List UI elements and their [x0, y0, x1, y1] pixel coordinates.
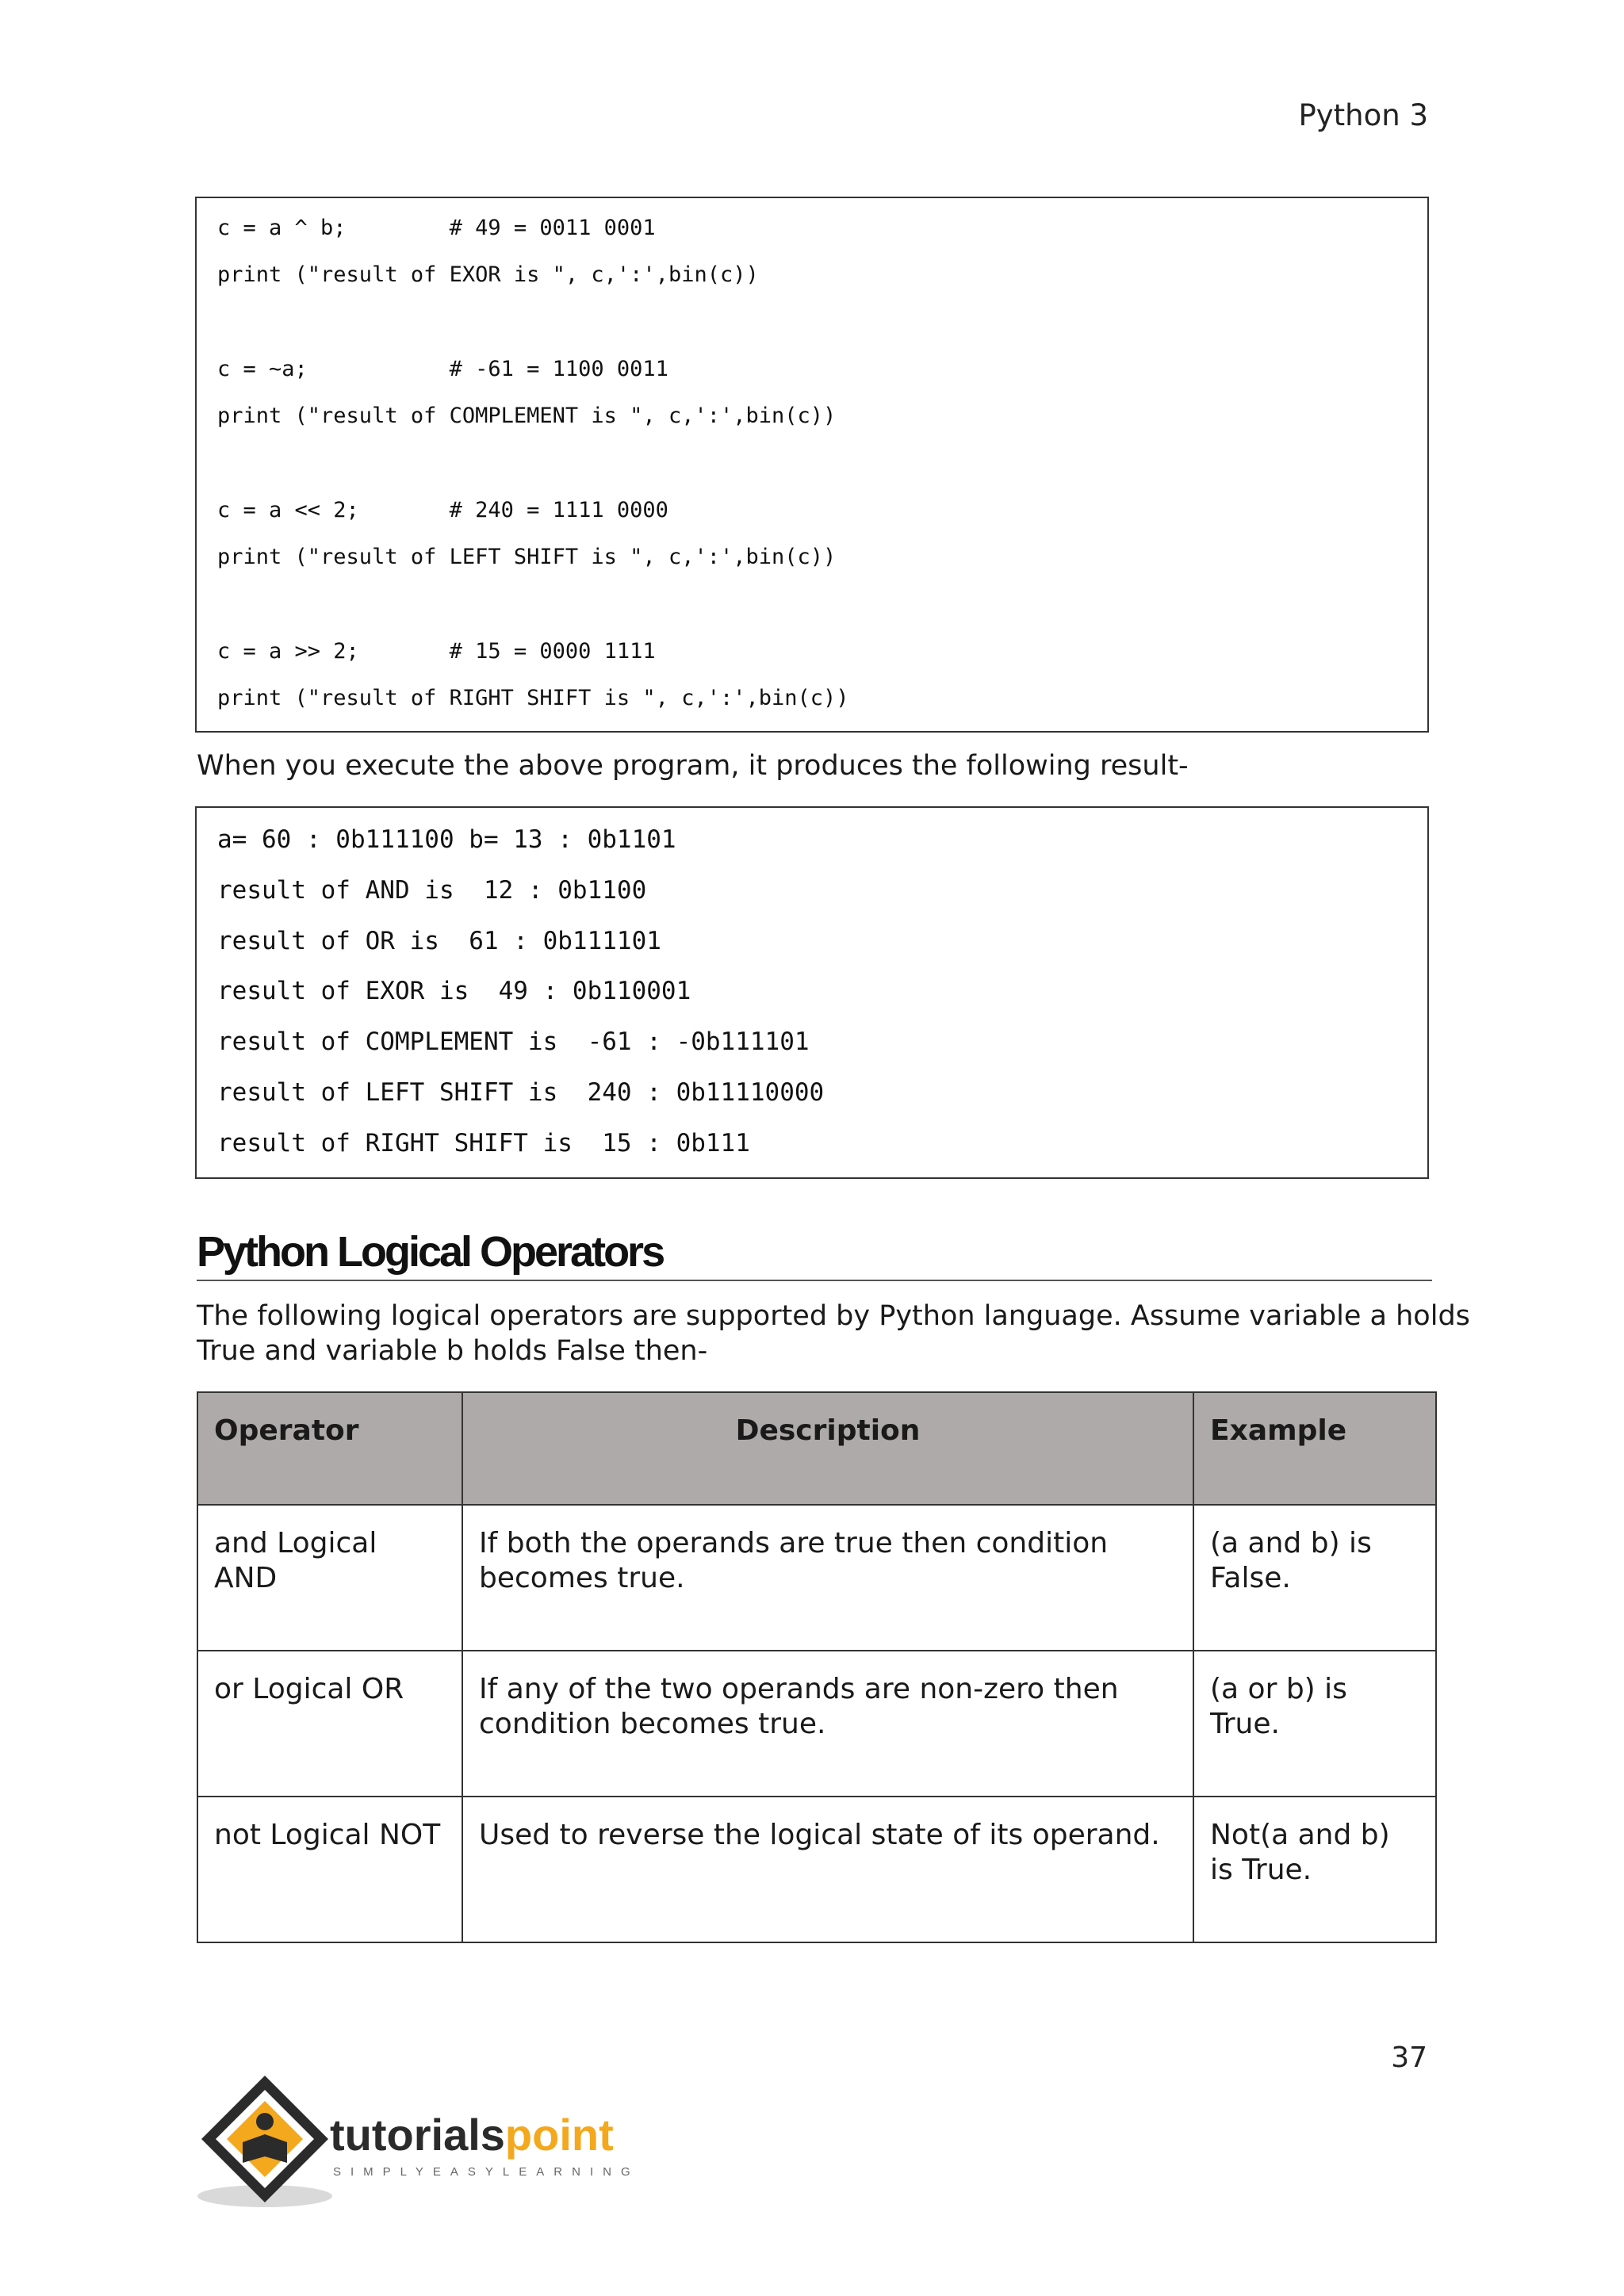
code-line: c = a << 2; # 240 = 1111 0000 [217, 497, 668, 522]
header-example: Example [1193, 1392, 1436, 1505]
table-row [197, 1505, 1436, 1651]
cell-example: (a or b) is True. [1193, 1651, 1436, 1797]
code-line: print ("result of RIGHT SHIFT is ", c,':',bin(c)) [217, 686, 849, 710]
output-line: result of LEFT SHIFT is 240 : 0b11110000 [217, 1078, 825, 1107]
table-row [197, 1651, 1436, 1797]
logical-operators-table [197, 1391, 1437, 1943]
section-intro-line-1: The following logical operators are supported by Python language. Assume variable a holds [197, 1300, 1470, 1332]
output-line: result of EXOR is 49 : 0b110001 [217, 977, 691, 1006]
page-number: 37 [1391, 2042, 1427, 2074]
result-intro-text: When you execute the above program, it produces the following result- [197, 750, 1189, 782]
section-title: Python Logical Operators [197, 1228, 664, 1276]
code-block-bitwise [195, 197, 1429, 733]
running-header: Python 3 [1298, 98, 1428, 132]
logo-tagline-text: SIMPLYEASYLEARNING [333, 2165, 640, 2179]
logo-brand-text: tutorialspoint [330, 2110, 614, 2160]
header-description: Description [462, 1392, 1193, 1505]
table-header-row [197, 1392, 1436, 1505]
output-line: result of AND is 12 : 0b1100 [217, 875, 647, 905]
code-line: print ("result of LEFT SHIFT is ", c,':',bin(c)) [217, 545, 837, 570]
cell-operator: and Logical AND [197, 1505, 462, 1651]
cell-example: Not(a and b) is True. [1193, 1797, 1436, 1942]
section-divider [197, 1280, 1432, 1281]
cell-description: If both the operands are true then condition becomes true. [462, 1505, 1193, 1651]
cell-description: If any of the two operands are non-zero then condition becomes true. [462, 1651, 1193, 1797]
table-row [197, 1797, 1436, 1942]
code-line: c = a ^ b; # 49 = 0011 0001 [217, 216, 656, 240]
output-line: a= 60 : 0b111100 b= 13 : 0b1101 [217, 825, 676, 854]
cell-operator: not Logical NOT [197, 1797, 462, 1942]
code-line: c = a >> 2; # 15 = 0000 1111 [217, 638, 656, 664]
output-line: result of RIGHT SHIFT is 15 : 0b111 [217, 1128, 750, 1158]
output-line: result of COMPLEMENT is -61 : -0b111101 [217, 1027, 810, 1057]
output-line: result of OR is 61 : 0b111101 [217, 926, 661, 955]
cell-operator: or Logical OR [197, 1651, 462, 1797]
cell-example: (a and b) is False. [1193, 1505, 1436, 1651]
code-line: c = ~a; # -61 = 1100 0011 [217, 356, 668, 381]
tutorialspoint-logo [193, 2069, 669, 2212]
header-operator: Operator [197, 1392, 462, 1505]
section-intro-line-2: True and variable b holds False then- [197, 1335, 708, 1367]
output-block [195, 806, 1429, 1179]
cell-description: Used to reverse the logical state of its operand. [462, 1797, 1193, 1942]
code-line: print ("result of COMPLEMENT is ", c,':',bin(c)) [217, 404, 837, 429]
code-line: print ("result of EXOR is ", c,':',bin(c)) [217, 262, 759, 288]
